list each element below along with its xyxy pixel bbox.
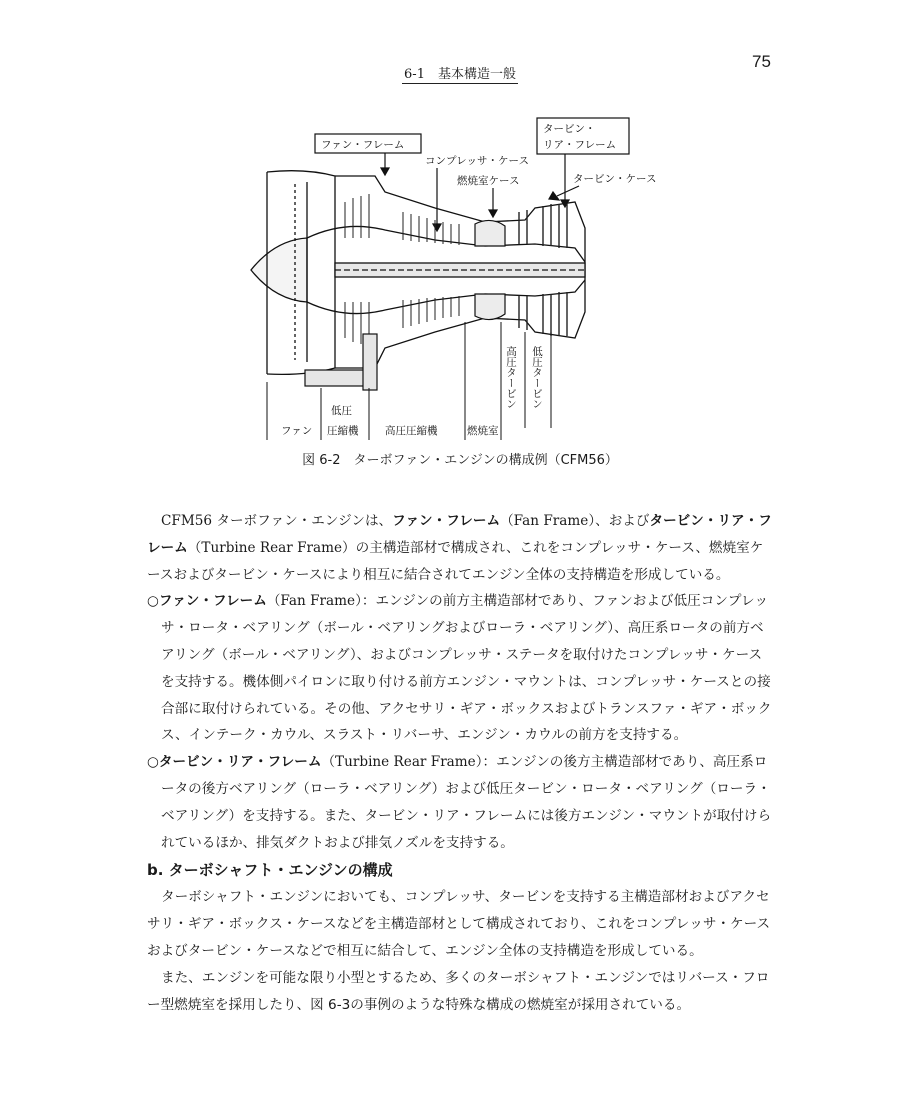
fan-frame-label: ファン・フレーム bbox=[321, 139, 405, 151]
figure-caption: 図 6-2 ターボファン・エンジンの構成例（CFM56） bbox=[302, 453, 618, 468]
turbine-rear-frame-label-2: リア・フレーム bbox=[543, 139, 617, 151]
section-hp-turbine: 高圧タービン bbox=[505, 346, 517, 409]
page-number: 75 bbox=[752, 52, 771, 71]
engine-cross-section bbox=[235, 112, 685, 442]
combustor-case-label: 燃焼室ケース bbox=[457, 175, 520, 187]
running-header: 6-1 基本構造一般 bbox=[404, 67, 516, 82]
turbine-case-label: タービン・ケース bbox=[573, 173, 657, 185]
compressor-case-label: コンプレッサ・ケース bbox=[425, 155, 529, 167]
section-lp-turbine: 低圧タービン bbox=[531, 346, 543, 409]
engine-figure bbox=[235, 112, 685, 442]
accessory-gearbox bbox=[305, 334, 377, 390]
section-heading: b. ターボシャフト・エンジンの構成 bbox=[147, 861, 393, 880]
turbine-rear-frame-item: ○タービン・リア・フレーム（Turbine Rear Frame）：エンジンの後方主構造部材であり、高圧系ロータの後方ベアリング（ローラ・ベアリング）および低圧タービン・ロータ・ベアリング（ローラ・ベアリング）を支持する。また、タービン・リア・フレームには後方エンジン・マウントが取付けられているほか、排気ダクトおよび排気ノズルを支持する。 bbox=[147, 754, 772, 851]
section-combustor: 燃焼室 bbox=[467, 425, 499, 437]
intro-paragraph: CFM56 ターボファン・エンジンは、ファン・フレーム（Fan Frame）、およびタービン・リア・フレーム（Turbine Rear Frame）の主構造部材で構成され、これをコンプレッサ・ケース、燃焼室ケースおよびタービン・ケースにより相互に結合されてエンジン全体の支持構造を形成している。 bbox=[147, 513, 772, 583]
figure-reference[interactable]: 図 6-3 bbox=[310, 996, 351, 1013]
body-text bbox=[147, 508, 775, 1018]
turboshaft-paragraph-2: また、エンジンを可能な限り小型とするため、多くのターボシャフト・エンジンではリバース・フロー型燃焼室を採用したり、図 6-3の事例のような特殊な構成の燃焼室が採用されている。 bbox=[147, 969, 770, 1013]
engine-outline bbox=[251, 171, 585, 375]
section-fan: ファン bbox=[281, 425, 313, 437]
section-hpc: 高圧圧縮機 bbox=[385, 425, 438, 437]
turbine-rear-frame-label-1: タービン・ bbox=[543, 123, 596, 135]
fan-frame-item: ○ファン・フレーム（Fan Frame）：エンジンの前方主構造部材であり、ファンおよび低圧コンプレッサ・ロータ・ベアリング（ボール・ベアリングおよびローラ・ベアリング）、高圧系ロータの前方ベアリング（ボール・ベアリング）、およびコンプレッサ・ステータを取付けたコンプレッサ・ケースを支持する。機体側パイロンに取り付ける前方エンジン・マウントは、コンプレッサ・ケースとの接合部に取付けられている。その他、アクセサリ・ギア・ボックスおよびトランスファ・ギア・ボックス、インテーク・カウル、スラスト・リバーサ、エンジン・カウルの前方を支持する。 bbox=[147, 593, 772, 744]
section-lpc-1: 低圧 bbox=[331, 405, 352, 417]
section-lpc-2: 圧縮機 bbox=[327, 425, 359, 437]
turboshaft-paragraph-1: ターボシャフト・エンジンにおいても、コンプレッサ、タービンを支持する主構造部材およびアクセサリ・ギア・ボックス・ケースなどを主構造部材として構成されており、これをコンプレッサ・ケースおよびタービン・ケースなどで相互に結合して、エンジン全体の支持構造を形成している。 bbox=[147, 889, 771, 959]
